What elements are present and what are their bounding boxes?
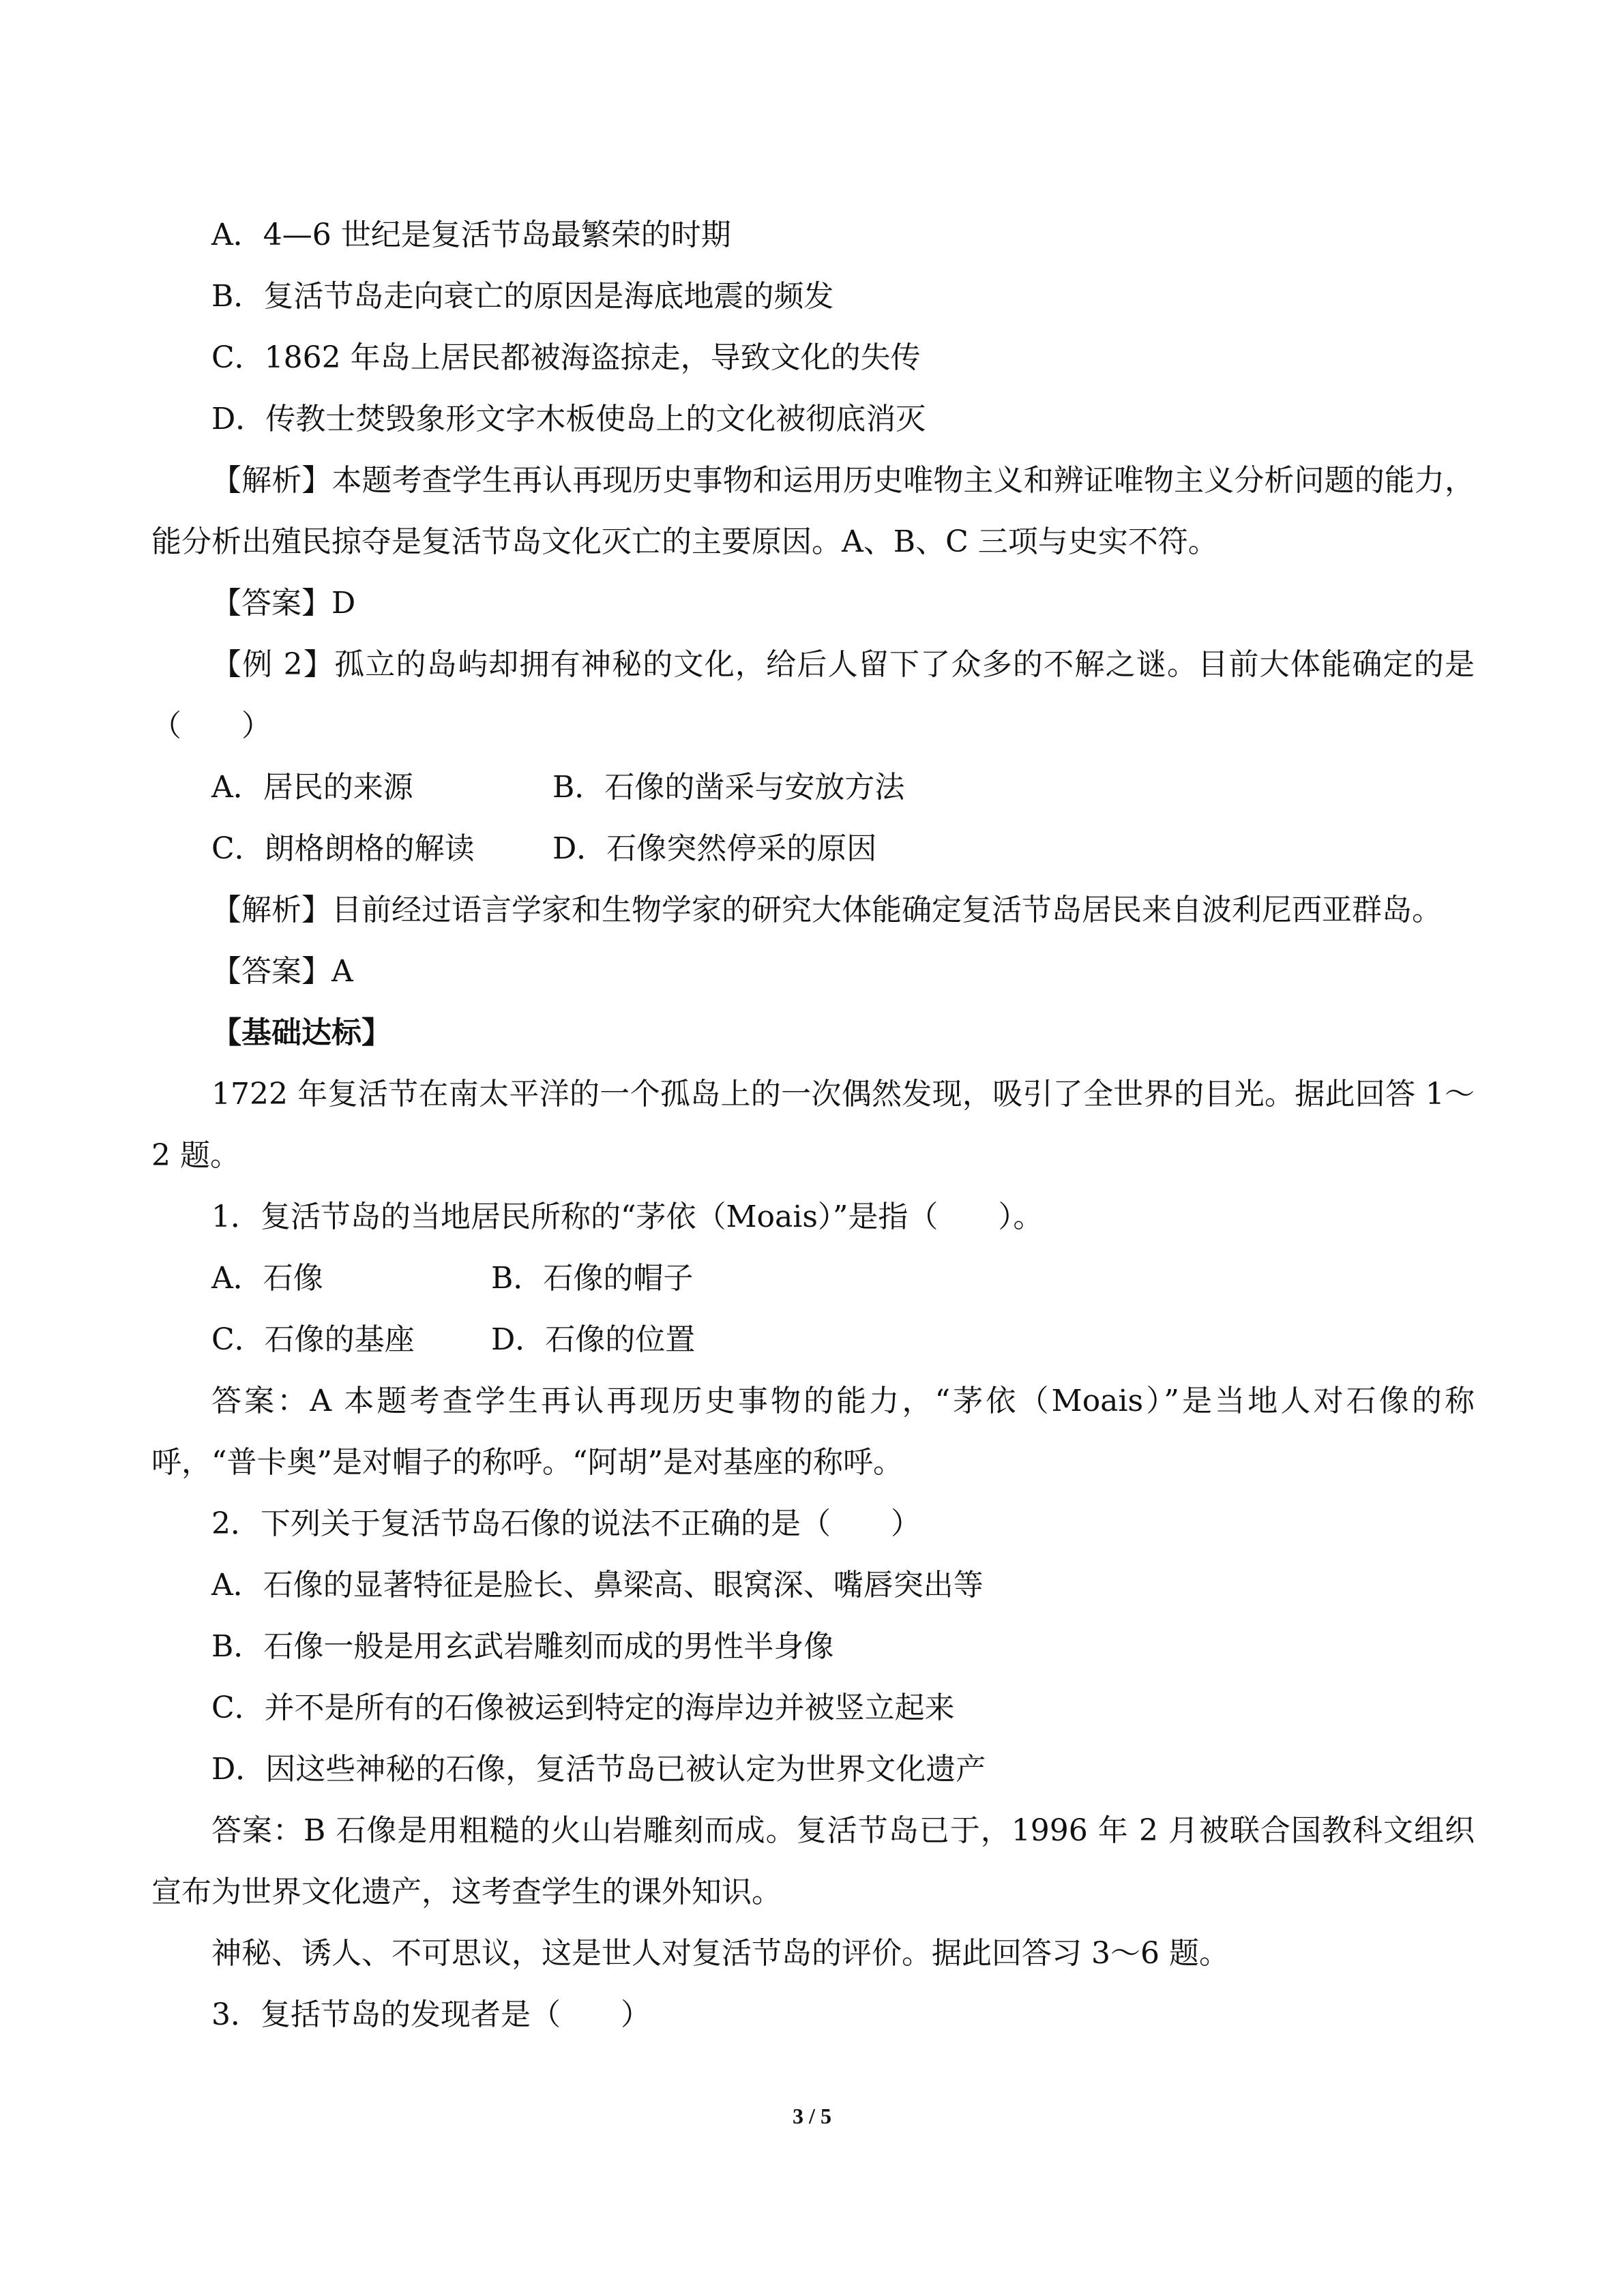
section-title: 【基础达标】 — [211, 1015, 392, 1050]
q1-options-row-2 — [151, 1309, 1475, 1371]
q1-option-a: A．石像 — [211, 1261, 323, 1296]
q1-option-d: D．石像的位置 — [491, 1322, 696, 1357]
q1-stem: 1．复活节岛的当地居民所称的“茅依（Moais）”是指（ ）。 — [211, 1199, 1044, 1234]
q2-option-b: B．石像一般是用玄武岩雕刻而成的男性半身像 — [211, 1629, 834, 1664]
ex1-option-c: C．1862 年岛上居民都被海盗掠走，导致文化的失传 — [211, 340, 921, 375]
q1-answer: 答案：A 本题考查学生再认再现历史事物的能力，“茅依（Moais）”是当地人对石像的称呼，“普卡奥”是对帽子的称呼。“阿胡”是对基座的称呼。 — [151, 1384, 1475, 1480]
ex2-options-row-2 — [151, 818, 1475, 880]
q1-options-row-1 — [151, 1248, 1475, 1309]
ex2-option-c: C．朗格朗格的解读 — [211, 831, 475, 866]
ex1-answer: 【答案】D — [211, 586, 356, 621]
intro-2: 神秘、诱人、不可思议，这是世人对复活节岛的评价。据此回答习 3～6 题。 — [211, 1936, 1229, 1971]
ex1-analysis: 【解析】本题考查学生再认再现历史事物和运用历史唯物主义和辨证唯物主义分析问题的能力，能分析出殖民掠夺是复活节岛文化灭亡的主要原因。A、B、C 三项与史实不符。 — [151, 463, 1475, 559]
q2-stem: 2．下列关于复活节岛石像的说法不正确的是（ ） — [211, 1506, 921, 1541]
ex1-option-a: A．4—6 世纪是复活节岛最繁荣的时期 — [211, 218, 731, 252]
ex2-option-d: D．石像突然停采的原因 — [552, 831, 877, 866]
q1-option-c: C．石像的基座 — [211, 1322, 415, 1357]
q2-answer: 答案：B 石像是用粗糙的火山岩雕刻而成。复活节岛已于，1996 年 2 月被联合国教科文组织宣布为世界文化遗产，这考查学生的课外知识。 — [151, 1813, 1475, 1909]
page-body — [151, 205, 1475, 2046]
q1-option-b: B．石像的帽子 — [491, 1261, 694, 1296]
ex2-option-a: A．居民的来源 — [211, 770, 413, 805]
q2-option-a: A．石像的显著特征是脸长、鼻梁高、眼窝深、嘴唇突出等 — [211, 1568, 984, 1602]
ex2-analysis: 【解析】目前经过语言学家和生物学家的研究大体能确定复活节岛居民来自波利尼西亚群岛。 — [211, 893, 1442, 927]
ex2-option-b: B．石像的凿采与安放方法 — [552, 770, 905, 805]
q2-option-c: C．并不是所有的石像被运到特定的海岸边并被竖立起来 — [211, 1690, 955, 1725]
ex1-option-b: B．复活节岛走向衰亡的原因是海底地震的频发 — [211, 279, 834, 314]
ex2-answer: 【答案】A — [211, 954, 353, 989]
ex1-option-d: D．传教士焚毁象形文字木板使岛上的文化被彻底消灭 — [211, 402, 926, 436]
ex2-question: 【例 2】孤立的岛屿却拥有神秘的文化，给后人留下了众多的不解之谜。目前大体能确定的是（ ） — [151, 647, 1475, 743]
q3-stem: 3．复括节岛的发现者是（ ） — [211, 1997, 651, 2032]
q2-option-d: D．因这些神秘的石像，复活节岛已被认定为世界文化遗产 — [211, 1752, 986, 1787]
page-number: 3 / 5 — [793, 2104, 831, 2128]
ex2-options-row-1 — [151, 757, 1475, 818]
intro-1: 1722 年复活节在南太平洋的一个孤岛上的一次偶然发现，吸引了全世界的目光。据此回答 1～2 题。 — [151, 1077, 1475, 1173]
